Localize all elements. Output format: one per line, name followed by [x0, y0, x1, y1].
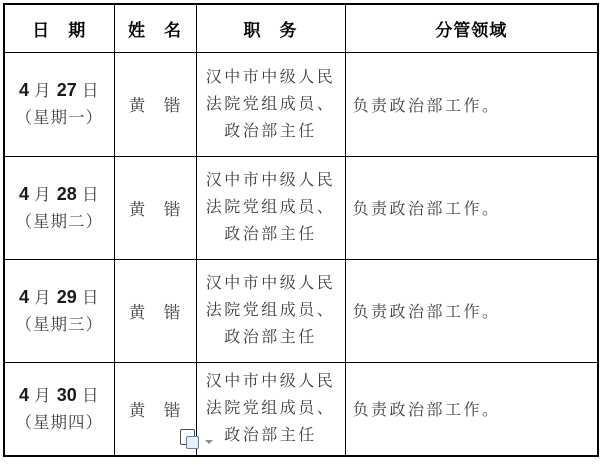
table-row [4, 156, 598, 259]
paste-options-button[interactable] [179, 428, 213, 453]
date-line1: 4 月 30 日 [19, 384, 100, 405]
duty-cell: 负责政治部工作。 [345, 259, 598, 362]
position-line: 汉中市中级人民 [205, 68, 336, 86]
date-line1: 4 月 29 日 [19, 286, 100, 307]
table-row [4, 362, 598, 456]
position-cell [196, 156, 345, 259]
dropdown-arrow-icon [205, 440, 213, 444]
table-row [4, 259, 598, 362]
duty-cell: 负责政治部工作。 [345, 156, 598, 259]
position-line: 政治部主任 [224, 122, 317, 140]
name-cell: 黄 锴 [114, 156, 196, 259]
name-cell: 黄 锴 [114, 52, 196, 156]
position-line: 汉中市中级人民 [205, 172, 336, 189]
date-line2: （星期二） [15, 211, 103, 231]
table-header-row [4, 4, 598, 52]
date-line1: 4 月 27 日 [19, 80, 100, 100]
date-cell [4, 52, 114, 156]
position-cell [196, 259, 345, 362]
position-line: 汉中市中级人民 [205, 373, 336, 391]
header-date: 日 期 [4, 4, 114, 52]
position-line: 政治部主任 [224, 226, 317, 243]
duty-cell: 负责政治部工作。 [345, 362, 598, 456]
duty-cell: 负责政治部工作。 [345, 52, 598, 156]
position-line: 法院党组成员、 [205, 302, 336, 319]
date-line2: （星期四） [15, 412, 103, 432]
position-cell [196, 362, 345, 456]
table-row [4, 52, 598, 156]
header-position: 职 务 [196, 4, 345, 52]
header-name: 姓 名 [114, 4, 196, 52]
name-cell: 黄 锴 [114, 362, 196, 456]
date-line1: 4 月 28 日 [19, 183, 100, 204]
date-cell [4, 259, 114, 362]
date-cell [4, 362, 114, 456]
date-line2: （星期三） [15, 314, 103, 334]
date-cell [4, 156, 114, 259]
duty-schedule-table [3, 3, 599, 457]
paste-options-icon [186, 436, 199, 449]
name-cell: 黄 锴 [114, 259, 196, 362]
date-line2: （星期一） [15, 108, 103, 127]
position-line: 法院党组成员、 [205, 95, 336, 113]
position-line: 汉中市中级人民 [205, 275, 336, 292]
position-line: 法院党组成员、 [205, 400, 336, 418]
position-line: 政治部主任 [224, 427, 317, 445]
position-line: 政治部主任 [224, 329, 317, 346]
position-cell [196, 52, 345, 156]
position-line: 法院党组成员、 [205, 199, 336, 216]
header-duty: 分管领域 [345, 4, 598, 52]
